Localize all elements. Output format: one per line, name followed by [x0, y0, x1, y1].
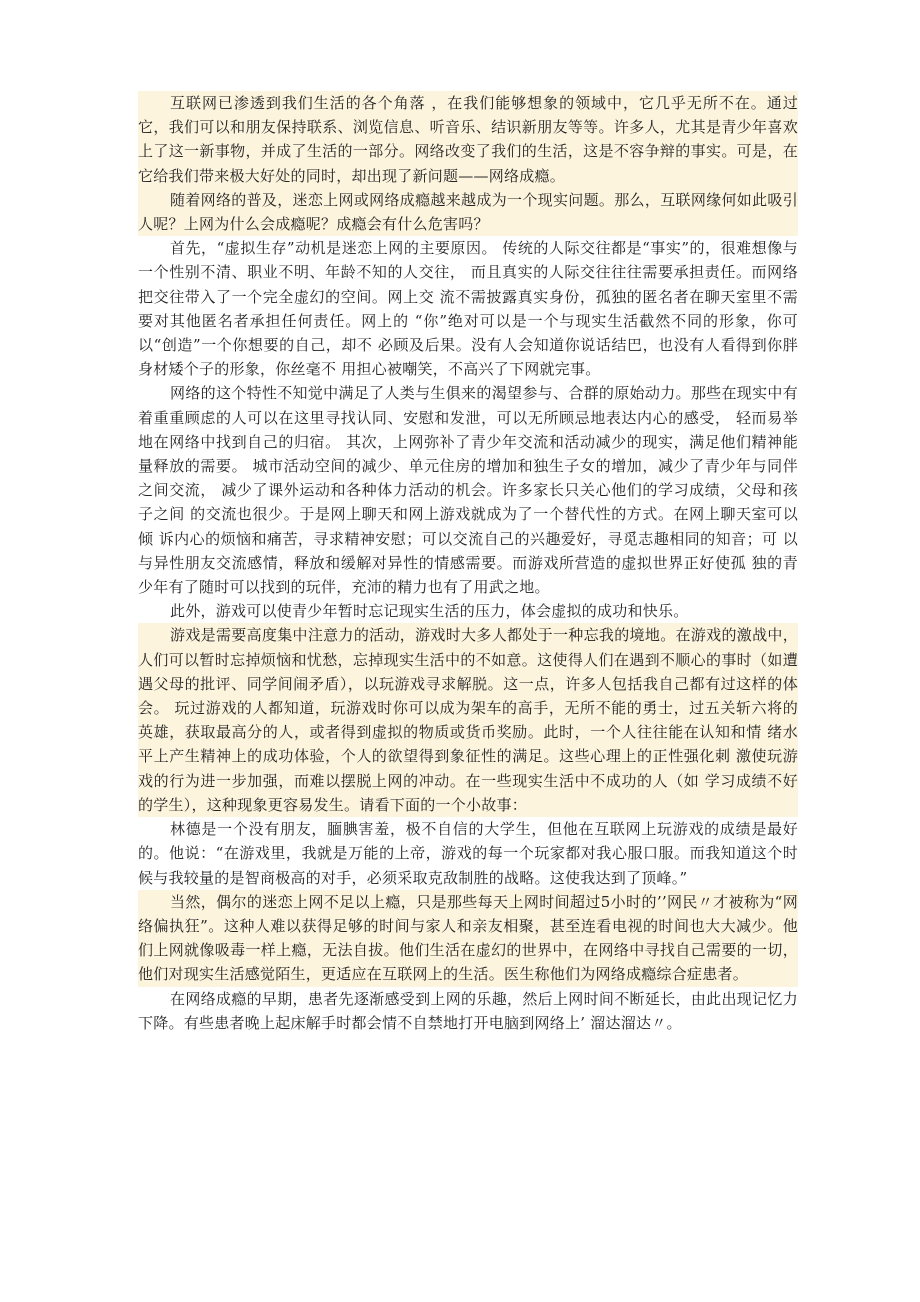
paragraph-story-linde: 林德是一个没有朋友，腼腆害羞，极不自信的大学生，但他在互联网上玩游戏的成绩是最好的。他说：“在游戏里，我就是万能的上帝，游戏的每一个玩家都对我心服口服。而我知道这个时候与我较量的是智商极高的对手，必须采取克敌制胜的战略。这使我达到了顶峰。” [138, 820, 798, 887]
paragraph-addiction-syndrome: 当然，偶尔的迷恋上网不足以上瘾，只是那些每天上网时间超过5小时的’’网民〃才被称为“网络偏执狂”。这种人难以获得足够的时间与家人和亲友相聚，甚至连看电视的时间也大大减少。他们上网就像吸毒一样上瘾，无法自拔。他们生活在虚幻的世界中，在网络中寻找自己需要的一切，他们对现实生活感觉陌生，更适应在互联网上的生活。医生称他们为网络成瘾综合症患者。 [138, 890, 798, 987]
paragraph-question: 随着网络的普及，迷恋上网或网络成瘾越来越成为一个现实问题。那么，互联网缘何如此吸引人呢？上网为什么会成瘾呢？成瘾会有什么危害吗？ [138, 188, 798, 236]
paragraph-games-pressure: 此外，游戏可以使青少年暂时忘记现实生活的压力，体会虚拟的成功和快乐。 [170, 602, 689, 621]
document-page [138, 91, 798, 1035]
paragraph-game-concentration: 游戏是需要高度集中注意力的活动，游戏时大多人都处于一种忘我的境地。在游戏的激战中，人们可以暂时忘掉烦恼和忧愁，忘掉现实生活中的不如意。这使得人们在遇到不顺心的事时（如遭遇父母的批评、同学间闹矛盾），以玩游戏寻求解脱。这一点，许多人包括我自己都有过这样的体会。 玩过游戏的人都知道，玩游戏时你可以成为架车的高手，无所不能的勇士，过五关斩六将的 英雄，获取最高分的人，或者得到虚拟的物质或货币奖励。此时，一个人往往能在认知和情 绪水平上产生精神上的成功体验，个人的欲望得到象征性的满足。这些心理上的正性强化刺 激使玩游戏的行为进一步加强，而难以摆脱上网的冲动。在一些现实生活中不成功的人（如 学习成绩不好的学生），这种现象更容易发生。请看下面的一个小故事： [138, 623, 798, 817]
paragraph-early-stage: 在网络成瘾的早期，患者先逐渐感受到上网的乐趣，然后上网时间不断延长，由此出现记忆力下降。有些患者晚上起床解手时都会情不自禁地打开电脑到网络上’ 溜达溜达〃。 [138, 989, 798, 1032]
paragraph-virtual-existence: 首先，“虚拟生存”动机是迷恋上网的主要原因。 传统的人际交往都是“事实”的，很难想像与一个性别不清、职业不明、年龄不知的人交往， 而且真实的人际交往往往需要承担责任。而网络把交往带入了一个完全虚幻的空间。网上交 流不需披露真实身份，孤独的匿名者在聊天室里不需要对其他匿名者承担任何责任。网上的 “你”绝对可以是一个与现实生活截然不同的形象，你可以“创造”一个你想要的自己，却不 必顾及后果。没有人会知道你说话结巴，也没有人看得到你胖身材矮个子的形象，你丝毫不 用担心被嘲笑，不高兴了下网就完事。 [138, 239, 798, 379]
paragraph-primitive-motivation: 网络的这个特性不知觉中满足了人类与生俱来的渴望参与、合群的原始动力。那些在现实中有着重重顾虑的人可以在这里寻找认同、安慰和发泄，可以无所顾忌地表达内心的感受， 轻而易举地在网络中找到自己的归宿。 其次，上网弥补了青少年交流和活动减少的现实，满足他们精神能量释放的需要。 城市活动空间的减少、单元住房的增加和独生子女的增加，减少了青少年与同伴之间交流， 减少了课外运动和各种体力活动的机会。许多家长只关心他们的学习成绩，父母和孩子之间 的交流也很少。于是网上聊天和网上游戏就成为了一个替代性的方式。在网上聊天室可以倾 诉内心的烦恼和痛苦，寻求精神安慰；可以交流自己的兴趣爱好，寻觅志趣相同的知音；可 以与异性朋友交流感情，释放和缓解对异性的情感需要。而游戏所营造的虚拟世界正好使孤 独的青少年有了随时可以找到的玩伴，充沛的精力也有了用武之地。 [138, 384, 798, 597]
paragraph-intro: 互联网已渗透到我们生活的各个角落 ，在我们能够想象的领域中，它几乎无所不在。通过它，我们可以和朋友保持联系、浏览信息、听音乐、结识新朋友等等。许多人，尤其是青少年喜欢上了这一新事物，并成了生活的一部分。网络改变了我们的生活，这是不容争辩的事实。可是，在它给我们带来极大好处的同时，却出现了新问题——网络成瘾。 [138, 91, 798, 188]
